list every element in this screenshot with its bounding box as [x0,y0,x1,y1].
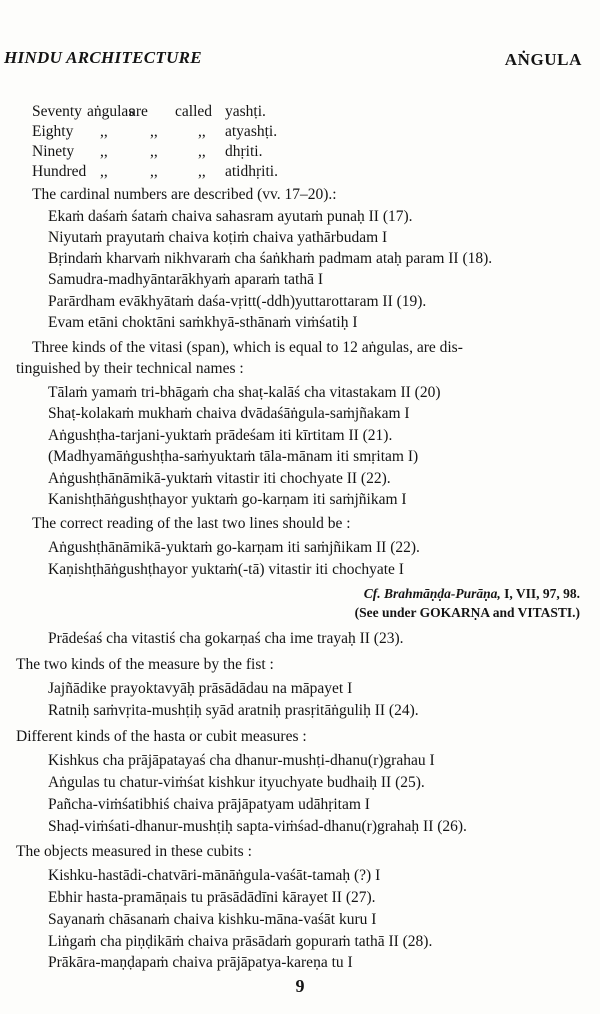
verse-line: Samudra-madhyāntarākhyaṁ aparaṁ tathā I [48,271,324,288]
measure-row: Eighty ,, ,, ,, atyashṭi. [32,123,278,140]
verse-line: Tālaṁ yamaṁ tri-bhāgaṁ cha shaṭ-kalāś cha vitastakam II (20) [48,384,441,401]
measure-row: Ninety ,, ,, ,, dhṛiti. [32,143,263,160]
verse-line: Prākāra-maṇḍapaṁ chaiva prājāpatya-kareṇa tu I [48,954,353,971]
citation-line: (See under GOKARṆA and VITASTI.) [354,605,580,620]
text-line: tinguished by their technical names : [16,360,244,377]
measure-row: Seventy aṅgulas are called yashṭi. [32,103,266,120]
verse-line: Ekaṁ daśaṁ śataṁ chaiva sahasram ayutaṁ punaḥ II (17). [48,208,413,225]
verse-line: Pañcha-viṁśatibhiś chaiva prājāpatyam udāhṛitam I [48,796,370,813]
verse-line: Ebhir hasta-pramāṇais tu prāsādādīni kārayet II (27). [48,889,376,906]
verse-line: Shaṭ-kolakaṁ mukhaṁ chaiva dvādaśāṅgula-saṁjñakam I [48,405,410,422]
verse-line: Aṅgushṭha-tarjani-yuktaṁ prādeśam iti kīrtitam II (21). [48,427,393,444]
verse-line: Kanishṭhāṅgushṭhayor yuktaṁ go-karṇam iti saṁjñikam I [48,491,407,508]
verse-line: Parārdham evākhyātaṁ daśa-vṛitt(-ddh)yuttarottaram II (19). [48,293,427,310]
verse-line: (Madhyamāṅgushṭha-saṁyuktaṁ tāla-mānam iti smṛitam I) [48,448,419,465]
verse-line: Evam etāni choktāni saṁkhyā-sthānaṁ viṁśatiḥ I [48,314,358,331]
verse-line: Prādeśaś cha vitastiś cha gokarṇaś cha ime trayaḥ II (23). [48,630,404,647]
text-line: The cardinal numbers are described (vv. 17–20).: [32,186,337,203]
verse-line: Aṅgulas tu chatur-viṁśat kishkur ityuchyate budhaiḥ II (25). [48,774,425,791]
verse-line: Kishku-hastādi-chatvāri-mānāṅgula-vaśāt-tamaḥ (?) I [48,867,381,884]
page-number: 9 [295,976,305,996]
measure-row: Hundred ,, ,, ,, atidhṛiti. [32,163,278,180]
text-line: The correct reading of the last two lines should be : [32,515,351,532]
verse-line: Shaḍ-viṁśati-dhanur-mushṭiḥ sapta-viṁśad-dhanu(r)grahaḥ II (26). [48,818,467,835]
text-line: Three kinds of the vitasi (span), which is equal to 12 aṅgulas, are dis- [32,339,463,356]
verse-line: Bṛindaṁ kharvaṁ nikhvaraṁ cha śaṅkhaṁ padmam ataḥ param II (18). [48,250,493,267]
verse-line: Liṅgaṁ cha piṇḍikāṁ chaiva prāsādaṁ gopuraṁ tathā II (28). [48,933,433,950]
verse-line: Niyutaṁ prayutaṁ chaiva koṭiṁ chaiva yathārbudam I [48,229,388,246]
citation-line: Cf. Brahmāṇḍa-Purāṇa, I, VII, 97, 98. [363,586,580,601]
verse-line: Aṅgushṭhānāmikā-yuktaṁ vitastir iti chochyate II (22). [48,470,391,487]
verse-line: Aṅgushṭhānāmikā-yuktaṁ go-karṇam iti saṁjñikam II (22). [48,539,420,556]
running-header-title: HINDU ARCHITECTURE [4,48,202,67]
running-header-section: AṄGULA [504,50,582,69]
verse-line: Sayanaṁ chāsanaṁ chaiva kishku-māna-vaśāt kuru I [48,911,377,928]
verse-line: Ratniḥ saṁvṛita-mushṭiḥ syād aratniḥ prasṛitāṅguliḥ II (24). [48,702,419,719]
text-line: Different kinds of the hasta or cubit measures : [16,728,307,745]
verse-line: Kishkus cha prājāpatayaś cha dhanur-mushṭi-dhanu(r)grahau I [48,752,435,769]
verse-line: Jajñādike prayoktavyāḥ prāsādādau na māpayet I [48,680,353,697]
verse-line: Kaṇishṭhāṅgushṭhayor yuktaṁ(-tā) vitastir iti chochyate I [48,561,404,578]
text-line: The two kinds of the measure by the fist : [16,656,274,673]
text-line: The objects measured in these cubits : [16,843,252,860]
